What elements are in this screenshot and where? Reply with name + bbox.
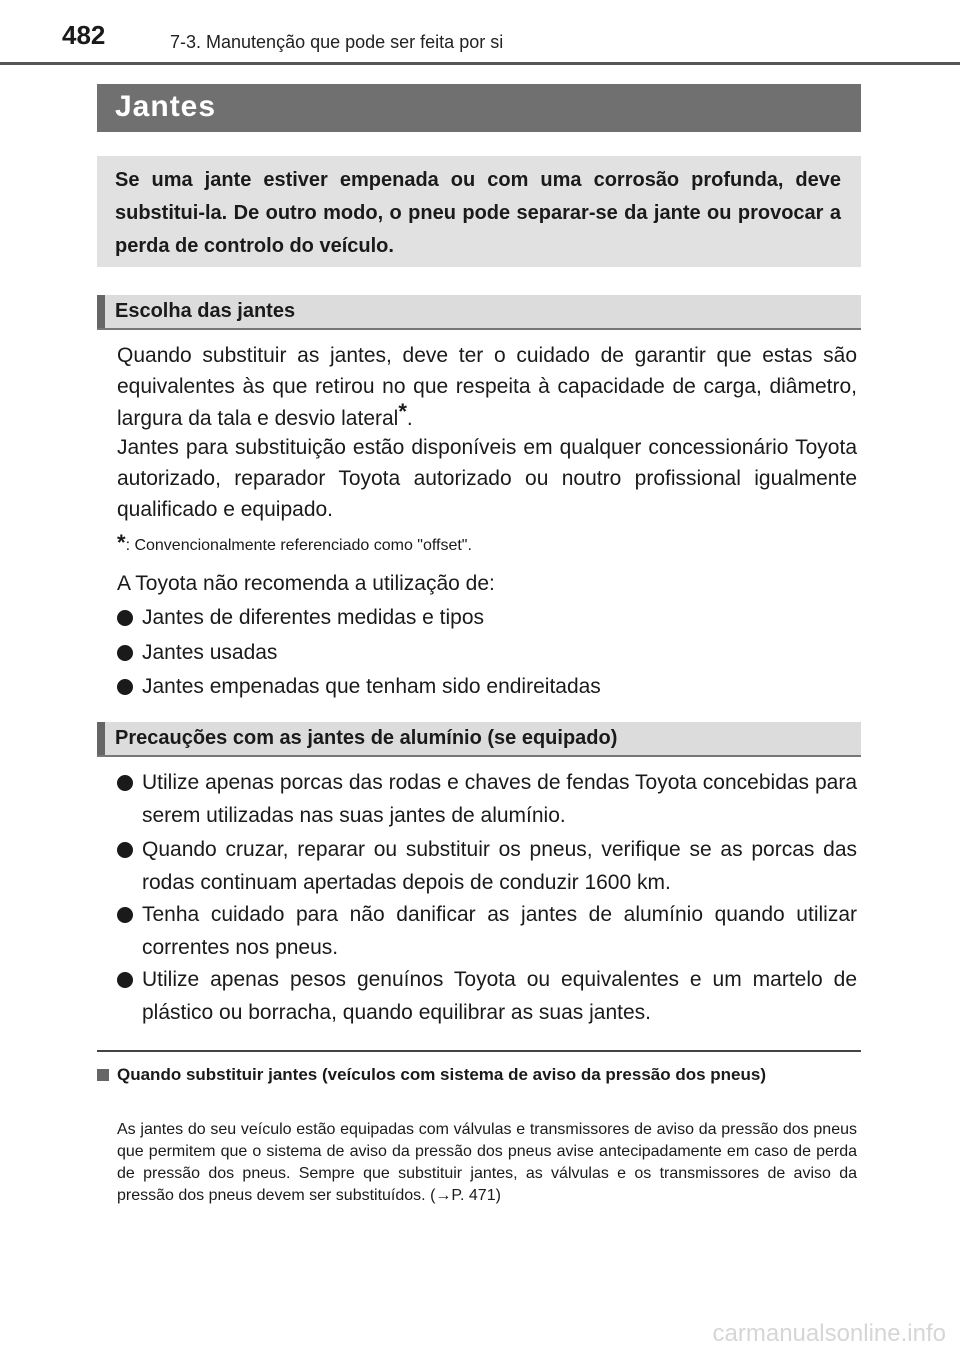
list-item: Tenha cuidado para não danificar as jantes de alumínio quando utilizar correntes nos pneus. — [117, 898, 857, 964]
note-text: As jantes do seu veículo estão equipadas com válvulas e transmissores de aviso da pressão dos pneus que permitem que o sistema de aviso da pressão dos pneus avise antecipadamente em caso de perda de pressão dos pneus. Sempre que substituir jantes, as válvulas e os transmissores de aviso da pressão dos pneus devem ser substituídos. (→P. 471) — [117, 1121, 857, 1204]
bullet-icon — [117, 775, 133, 791]
bullet-icon — [117, 842, 133, 858]
note-heading — [97, 1064, 861, 1086]
list-item: Quando cruzar, reparar ou substituir os pneus, verifique se as porcas das rodas continuam apertadas depois de conduzir 1600 km. — [117, 833, 857, 899]
bullet-icon — [117, 610, 133, 626]
not-recommended-text: A Toyota não recomenda a utilização de: — [117, 572, 495, 595]
bullet-icon — [117, 972, 133, 988]
bullet-icon — [117, 679, 133, 695]
section-reference: 7-3. Manutenção que pode ser feita por si — [170, 32, 504, 52]
footnote-text: : Convencionalmente referenciado como "offset". — [125, 537, 472, 554]
list-item: Jantes de diferentes medidas e tipos — [117, 601, 857, 634]
subheading-choice — [97, 295, 861, 330]
choice-paragraph-1-end: . — [406, 407, 413, 430]
list-item: Jantes usadas — [117, 636, 857, 669]
header-divider — [0, 62, 960, 65]
footnote-asterisk: * — [117, 530, 126, 555]
bullet-icon — [117, 907, 133, 923]
subheading-aluminum — [97, 722, 861, 757]
bullet-icon — [117, 645, 133, 661]
subheading-aluminum-label: Precauções com as jantes de alumínio (se equipado) — [115, 727, 618, 749]
choice-paragraph-1-text: Quando substituir as jantes, deve ter o cuidado de garantir que estas são equivalentes às que retirou no que respeita à capacidade de carga, diâmetro, largura da tala e desvio lateral — [117, 344, 857, 430]
choice-paragraph-2: Jantes para substituição estão disponíveis em qualquer concessionário Toyota autorizado, reparador Toyota autorizado ou noutro profissional igualmente qualificado e equipado. — [117, 436, 857, 521]
list-item: Jantes empenadas que tenham sido endireitadas — [117, 670, 857, 703]
list-item: Utilize apenas porcas das rodas e chaves de fendas Toyota concebidas para serem utilizadas nas suas jantes de alumínio. — [117, 766, 857, 832]
page-header — [0, 0, 960, 66]
square-bullet-icon — [97, 1069, 109, 1081]
page-number: 482 — [62, 20, 106, 50]
title-bar — [97, 84, 861, 132]
note-heading-text: Quando substituir jantes (veículos com sistema de aviso da pressão dos pneus) — [117, 1065, 767, 1084]
note-divider — [97, 1050, 861, 1052]
asterisk-mark: * — [398, 399, 407, 424]
choice-paragraph-1 — [117, 340, 857, 434]
subheading-choice-label: Escolha das jantes — [115, 300, 296, 322]
footnote — [117, 530, 857, 556]
intro-text: Se uma jante estiver empenada ou com uma corrosão profunda, deve substitui-la. De outro modo, o pneu pode separar-se da jante ou provocar a perda de controlo do veículo. — [115, 169, 841, 257]
page-title: Jantes — [115, 90, 217, 123]
watermark-logo: carmanualsonline.info — [712, 1320, 946, 1347]
intro-box — [97, 156, 861, 267]
list-item: Utilize apenas pesos genuínos Toyota ou equivalentes e um martelo de plástico ou borracha, quando equilibrar as suas jantes. — [117, 963, 857, 1029]
